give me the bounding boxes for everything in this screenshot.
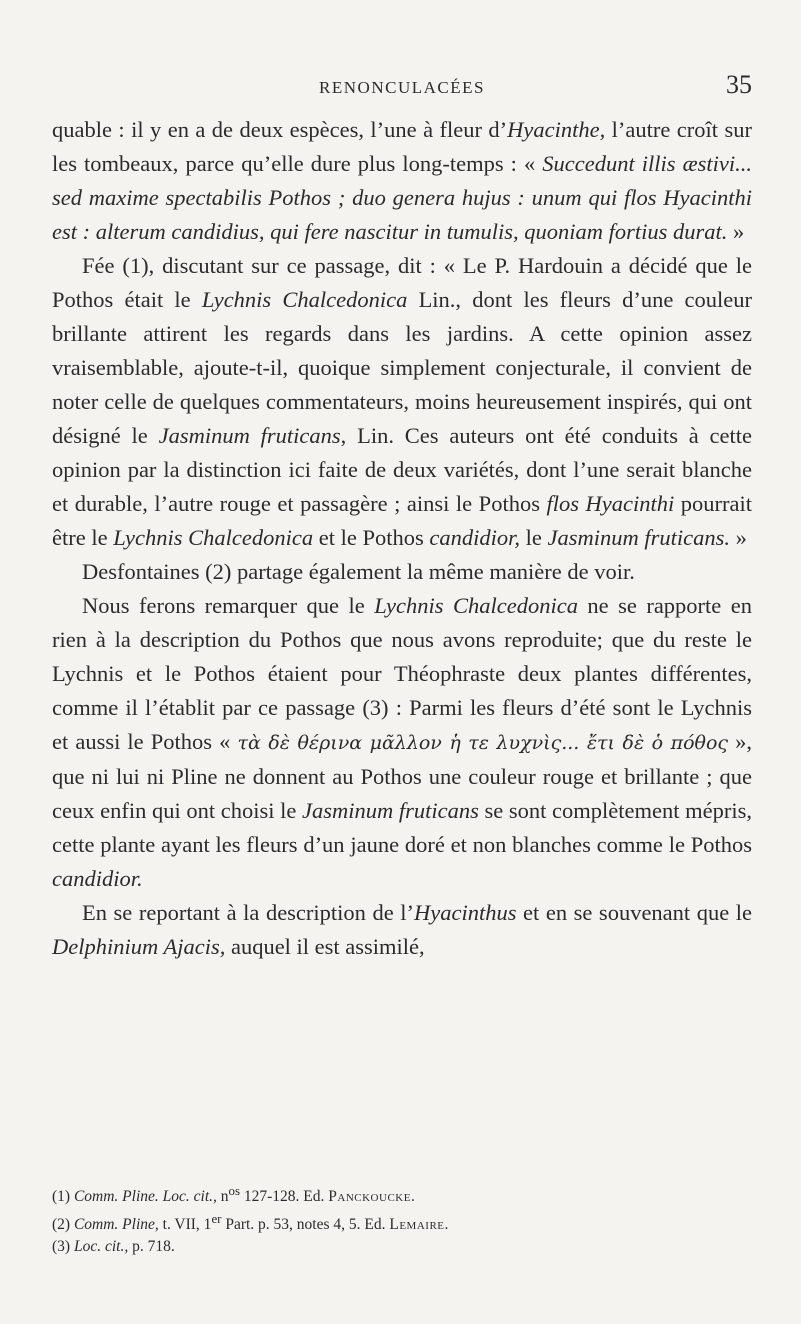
paragraph-4: Nous ferons remarquer que le Lychnis Chalcedonica ne se rapporte en rien à la description du Pothos que nous avons reproduite; que du reste le Lychnis et le Pothos étaient pour Théophraste deux plantes différentes, comme il l’établit par ce passage (3) : Parmi les fleurs d’été sont le Lychnis et aussi le Pothos « τὰ δὲ θέρινα μᾶλλον ἡ τε λυχνὶς... ἔτι δὲ ὁ πόθος », que ni lui ni Pline ne donnent au Pothos une couleur rouge et brillante ; que ceux enfin qui ont choisi le Jasminum fruticans se sont complètement mépris, cette plante ayant les fleurs d’un jaune doré et non blanches comme le Pothos candidior. <box>52 593 753 891</box>
page-number: 35 <box>726 70 752 99</box>
paragraph-3: Desfontaines (2) partage également la même manière de voir. <box>82 559 635 584</box>
footnote-3: (3) Loc. cit., p. 718. <box>52 1238 175 1256</box>
paragraph-2: Fée (1), discutant sur ce passage, dit : « Le P. Hardouin a décidé que le Pothos était le Lychnis Chalcedonica Lin., dont les fleurs d’une couleur brillante attirent les regards dans les jardins. A cette opinion assez vraisemblable, ajoute-t-il, quoique simplement conjecturale, il convient de noter celle de quelques commentateurs, moins heureusement inspirés, qui ont désigné le Jasminum fruticans, Lin. Ces auteurs ont été conduits à cette opinion par la distinction ici faite de deux variétés, dont l’une serait blanche et durable, l’autre rouge et passagère ; ainsi le Pothos flos Hyacinthi pourrait être le Lychnis Chalcedonica et le Pothos candidior, le Jasminum fruticans. » <box>52 253 753 550</box>
paragraph-5: En se reportant à la description de l’Hyacinthus et en se souvenant que le Delphinium Ajacis, auquel il est assimilé, <box>52 900 752 959</box>
paragraph-1: quable : il y en a de deux espèces, l’une à fleur d’Hyacinthe, l’autre croît sur les tombeaux, parce qu’elle dure plus long-temps : « Succedunt illis æstivi... sed maxime spectabilis Pothos ; duo genera hujus : unum qui flos Hyacinthi est : alterum candidius, qui fere nascitur in tumulis, quoniam fortius durat. » <box>52 117 752 244</box>
greek-quotation: τὰ δὲ θέρινα μᾶλλον ἡ τε λυχνὶς... ἔτι δὲ ὁ πόθος <box>237 732 729 754</box>
footnote-2: (2) Comm. Pline, t. VII, 1er Part. p. 53, notes 4, 5. Ed. Lemaire. <box>52 1211 449 1234</box>
footnote-1: (1) Comm. Pline. Loc. cit., $n^{os}$ 127-128. Ed. Panckoucke. <box>52 1183 416 1206</box>
running-title: RENONCULACÉES <box>319 78 485 97</box>
body-text <box>52 113 752 964</box>
page-header <box>52 70 752 110</box>
footnotes <box>52 1180 752 1258</box>
